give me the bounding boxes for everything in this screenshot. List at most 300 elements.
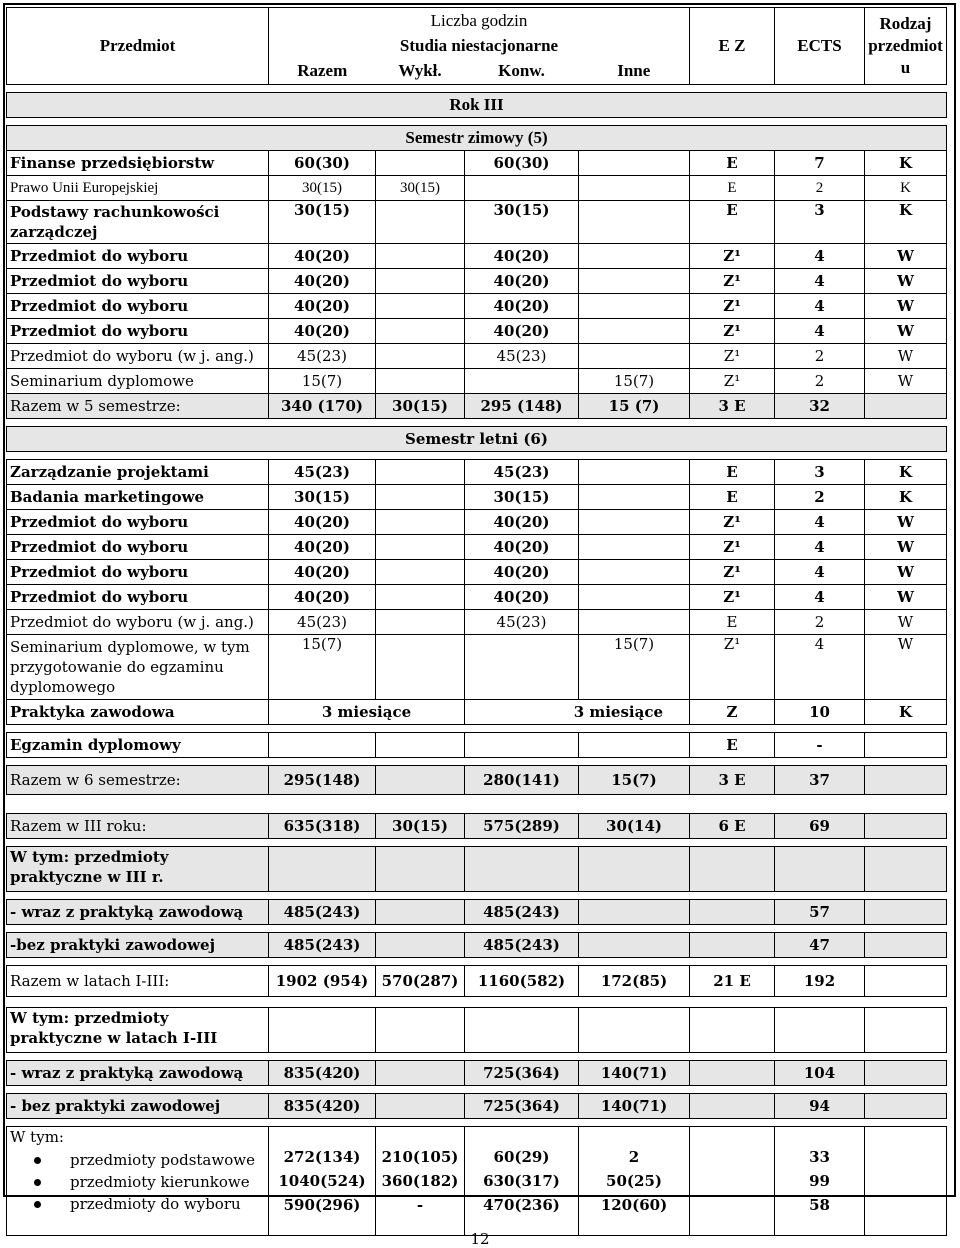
table-cell: 45(23): [269, 610, 376, 635]
table-cell: 725(364): [465, 1061, 579, 1086]
breakdown-value: 50(25): [606, 1172, 662, 1190]
list-item: [70, 1171, 265, 1193]
subject-name: Prawo Unii Europejskiej: [7, 176, 269, 201]
table-cell: K: [865, 700, 947, 725]
breakdown-label-cell: [7, 1127, 269, 1236]
table-cell: [376, 269, 465, 294]
table-cell: 40(20): [269, 269, 376, 294]
row-gap: [7, 452, 947, 460]
table-cell: 40(20): [269, 560, 376, 585]
breakdown-value: 360(182): [381, 1172, 459, 1190]
table-cell: 40(20): [465, 585, 579, 610]
header-liczba-godzin: Liczba godzin: [269, 8, 690, 34]
table-row: [7, 244, 947, 269]
header-konw: Konw.: [465, 59, 579, 85]
table-cell: W: [865, 319, 947, 344]
table-cell: [376, 244, 465, 269]
row-gap: [7, 118, 947, 126]
table-cell: 725(364): [465, 1094, 579, 1119]
table-cell: 575(289): [465, 814, 579, 839]
table-row: [7, 847, 947, 892]
table-cell: 40(20): [269, 585, 376, 610]
table-cell: 2: [775, 610, 865, 635]
table-cell: 1160(582): [465, 966, 579, 997]
table-cell: E: [690, 201, 775, 244]
table-cell: 60(30): [269, 151, 376, 176]
subject-name: Zarządzanie projektami: [7, 460, 269, 485]
list-item-label: przedmioty do wyboru: [70, 1195, 241, 1213]
table-cell: [579, 244, 690, 269]
table-cell: E: [690, 176, 775, 201]
table-cell: 47: [775, 933, 865, 958]
table-row: [7, 1008, 947, 1053]
table-row: [7, 733, 947, 758]
breakdown-value: 99: [809, 1172, 830, 1190]
header-studia: Studia niestacjonarne: [269, 33, 690, 58]
subject-name: Egzamin dyplomowy: [7, 733, 269, 758]
table-cell: E: [690, 151, 775, 176]
table-cell: K: [865, 485, 947, 510]
table-cell: [376, 610, 465, 635]
table-cell: E: [690, 460, 775, 485]
table-cell: 94: [775, 1094, 865, 1119]
table-cell: 30(15): [376, 394, 465, 419]
table-cell: W: [865, 535, 947, 560]
subject-name: Podstawy rachunkowości zarządczej: [7, 201, 269, 244]
breakdown-label: W tym:: [10, 1128, 64, 1146]
table-row: [7, 151, 947, 176]
table-cell: 635(318): [269, 814, 376, 839]
table-cell: 45(23): [269, 460, 376, 485]
table-cell: 485(243): [269, 933, 376, 958]
bullet-icon: [34, 1201, 41, 1208]
subject-name: Przedmiot do wyboru: [7, 319, 269, 344]
breakdown-value: 58: [809, 1196, 830, 1214]
table-cell: 3 miesiące: [465, 700, 690, 725]
table-row: [7, 1061, 947, 1086]
table-cell: [690, 847, 775, 892]
subject-name: -bez praktyki zawodowej: [7, 933, 269, 958]
table-cell: [465, 369, 579, 394]
breakdown-value: 590(296): [283, 1196, 361, 1214]
table-cell: 104: [775, 1061, 865, 1086]
table-cell: 60(30): [465, 151, 579, 176]
table-cell: [376, 900, 465, 925]
breakdown-inne: [579, 1127, 690, 1236]
subject-name: Seminarium dyplomowe: [7, 369, 269, 394]
table-cell: [690, 1061, 775, 1086]
table-cell: 4: [775, 510, 865, 535]
table-cell: 485(243): [465, 933, 579, 958]
table-cell: [579, 510, 690, 535]
table-cell: W: [865, 244, 947, 269]
table-cell: [865, 814, 947, 839]
bullet-icon: [34, 1157, 41, 1164]
list-item-label: przedmioty kierunkowe: [70, 1173, 250, 1191]
table-cell: Z¹: [690, 319, 775, 344]
table-cell: [579, 933, 690, 958]
row-gap: [7, 725, 947, 733]
row-gap: [7, 839, 947, 847]
table-cell: [579, 560, 690, 585]
table-cell: [579, 733, 690, 758]
table-cell: [579, 1008, 690, 1053]
subject-name: Razem w 5 semestrze:: [7, 394, 269, 419]
table-cell: [376, 344, 465, 369]
table-cell: 2: [775, 485, 865, 510]
subject-name: Razem w 6 semestrze:: [7, 766, 269, 795]
table-cell: 45(23): [269, 344, 376, 369]
table-cell: [376, 585, 465, 610]
subject-name: Razem w latach I-III:: [7, 966, 269, 997]
table-cell: 40(20): [465, 294, 579, 319]
table-cell: 30(15): [269, 201, 376, 244]
table-cell: 1902 (954): [269, 966, 376, 997]
table-cell: 15(7): [579, 766, 690, 795]
table-cell: 40(20): [465, 535, 579, 560]
table-cell: [775, 847, 865, 892]
table-cell: 40(20): [269, 319, 376, 344]
table-cell: 40(20): [465, 244, 579, 269]
table-cell: 485(243): [465, 900, 579, 925]
table-row: [7, 369, 947, 394]
table-cell: [465, 635, 579, 700]
table-cell: [865, 966, 947, 997]
header-row: [7, 8, 947, 34]
table-cell: [376, 560, 465, 585]
table-cell: Z¹: [690, 344, 775, 369]
table-cell: 69: [775, 814, 865, 839]
row-gap: [7, 892, 947, 900]
table-cell: 40(20): [465, 269, 579, 294]
breakdown-value: 272(134): [283, 1148, 361, 1166]
breakdown-value: 1040(524): [278, 1172, 366, 1190]
breakdown-wykl: [376, 1127, 465, 1236]
table-cell: 45(23): [465, 344, 579, 369]
breakdown-value: 2: [628, 1148, 640, 1166]
table-cell: 4: [775, 294, 865, 319]
breakdown-list: [10, 1149, 265, 1215]
table-cell: [579, 585, 690, 610]
table-cell: 3 miesiące: [269, 700, 465, 725]
header-ez: E Z: [690, 8, 775, 85]
table-row: [7, 201, 947, 244]
table-cell: [579, 269, 690, 294]
table-cell: [376, 460, 465, 485]
table-row: [7, 610, 947, 635]
header-wykl: Wykł.: [376, 59, 465, 85]
row-gap: [7, 419, 947, 427]
semester-row: [7, 126, 947, 151]
table-cell: Z¹: [690, 585, 775, 610]
subject-name: Przedmiot do wyboru: [7, 535, 269, 560]
table-cell: [376, 733, 465, 758]
table-cell: [690, 933, 775, 958]
table-cell: 4: [775, 319, 865, 344]
table-cell: [865, 1061, 947, 1086]
table-cell: [376, 510, 465, 535]
list-item: [70, 1193, 265, 1215]
table-cell: W: [865, 344, 947, 369]
study-plan-table: [6, 7, 947, 1236]
table-cell: 30(15): [376, 814, 465, 839]
breakdown-razem: [269, 1127, 376, 1236]
breakdown-row: [7, 1127, 947, 1236]
table-cell: Z¹: [690, 269, 775, 294]
total-row: [7, 814, 947, 839]
subject-name: - wraz z praktyką zawodową: [7, 900, 269, 925]
table-cell: 32: [775, 394, 865, 419]
table-row: [7, 510, 947, 535]
table-cell: 4: [775, 585, 865, 610]
table-cell: 3: [775, 201, 865, 244]
table-cell: 40(20): [465, 560, 579, 585]
table-row: [7, 535, 947, 560]
table-cell: 4: [775, 269, 865, 294]
table-cell: [865, 766, 947, 795]
table-cell: 45(23): [465, 610, 579, 635]
table-cell: 140(71): [579, 1094, 690, 1119]
table-cell: [376, 766, 465, 795]
table-cell: [579, 847, 690, 892]
table-cell: [579, 201, 690, 244]
table-cell: [376, 151, 465, 176]
table-cell: [376, 1008, 465, 1053]
table-cell: Z¹: [690, 369, 775, 394]
table-cell: 40(20): [269, 294, 376, 319]
table-cell: Z¹: [690, 294, 775, 319]
table-cell: [579, 535, 690, 560]
practical-label: W tym: przedmioty praktyczne w latach I-III: [7, 1008, 269, 1053]
year-row: [7, 93, 947, 118]
header-rodzaj: Rodzaj przedmiot u: [865, 8, 947, 85]
table-cell: [269, 847, 376, 892]
table-cell: [269, 733, 376, 758]
table-cell: [865, 394, 947, 419]
table-cell: 295 (148): [465, 394, 579, 419]
subject-name: - wraz z praktyką zawodową: [7, 1061, 269, 1086]
header-inne: Inne: [579, 59, 690, 85]
table-row: [7, 560, 947, 585]
table-row: [7, 700, 947, 725]
table-cell: 570(287): [376, 966, 465, 997]
total-row: [7, 766, 947, 795]
breakdown-value: 470(236): [483, 1196, 560, 1214]
table-cell: [376, 535, 465, 560]
table-cell: [865, 1008, 947, 1053]
table-cell: [579, 344, 690, 369]
table-cell: 4: [775, 560, 865, 585]
table-cell: [579, 294, 690, 319]
table-cell: Z¹: [690, 244, 775, 269]
table-cell: [690, 1008, 775, 1053]
year-heading: Rok III: [7, 93, 947, 118]
table-cell: [579, 900, 690, 925]
row-gap: [7, 758, 947, 766]
row-gap: [7, 1086, 947, 1094]
semester-heading-winter: Semestr zimowy (5): [7, 126, 947, 151]
table-cell: [579, 610, 690, 635]
subject-name: Razem w III roku:: [7, 814, 269, 839]
breakdown-ects: [775, 1127, 865, 1236]
table-row: [7, 585, 947, 610]
table-cell: [579, 319, 690, 344]
table-cell: 4: [775, 535, 865, 560]
table-cell: Z¹: [690, 510, 775, 535]
subject-name: Przedmiot do wyboru: [7, 244, 269, 269]
subject-name: Przedmiot do wyboru: [7, 269, 269, 294]
table-cell: 10: [775, 700, 865, 725]
table-cell: [376, 319, 465, 344]
breakdown-konw: [465, 1127, 579, 1236]
page-number: 12: [470, 1230, 490, 1248]
table-cell: [579, 485, 690, 510]
table-cell: 15(7): [269, 369, 376, 394]
practical-label: W tym: przedmioty praktyczne w III r.: [7, 847, 269, 892]
header-przedmiot: Przedmiot: [7, 8, 269, 85]
table-cell: [690, 900, 775, 925]
subject-name: Seminarium dyplomowe, w tym przygotowanie do egzaminu dyplomowego: [7, 635, 269, 700]
table-cell: W: [865, 510, 947, 535]
table-cell: 30(15): [465, 485, 579, 510]
table-cell: 7: [775, 151, 865, 176]
header-razem: Razem: [269, 59, 376, 85]
table-cell: E: [690, 610, 775, 635]
table-cell: [465, 1008, 579, 1053]
table-cell: [376, 635, 465, 700]
semester-heading-summer: Semestr letni (6): [7, 427, 947, 452]
table-cell: 30(15): [376, 176, 465, 201]
breakdown-value: 33: [809, 1148, 830, 1166]
table-cell: K: [865, 201, 947, 244]
table-cell: [775, 1008, 865, 1053]
table-row: [7, 344, 947, 369]
table-cell: E: [690, 733, 775, 758]
subject-name: Przedmiot do wyboru: [7, 560, 269, 585]
breakdown-value: 60(29): [493, 1148, 550, 1166]
table-cell: [579, 151, 690, 176]
table-cell: 192: [775, 966, 865, 997]
semester-row: [7, 427, 947, 452]
table-cell: K: [865, 460, 947, 485]
subject-name: Przedmiot do wyboru: [7, 510, 269, 535]
table-cell: -: [775, 733, 865, 758]
table-cell: [579, 460, 690, 485]
table-cell: [865, 847, 947, 892]
table-cell: K: [865, 176, 947, 201]
table-cell: [690, 1127, 775, 1236]
table-cell: E: [690, 485, 775, 510]
table-cell: 30(15): [269, 176, 376, 201]
table-cell: 45(23): [465, 460, 579, 485]
row-gap: [7, 1119, 947, 1127]
table-row: [7, 485, 947, 510]
bullet-icon: [34, 1179, 41, 1186]
table-row: [7, 460, 947, 485]
table-row: [7, 269, 947, 294]
table-cell: W: [865, 610, 947, 635]
subject-name: Przedmiot do wyboru: [7, 294, 269, 319]
table-cell: 4: [775, 635, 865, 700]
table-row: [7, 933, 947, 958]
row-gap: [7, 925, 947, 933]
table-cell: [465, 733, 579, 758]
table-cell: 2: [775, 369, 865, 394]
table-cell: [865, 933, 947, 958]
list-item-label: przedmioty podstawowe: [70, 1151, 255, 1169]
table-cell: 2: [775, 344, 865, 369]
table-cell: 15(7): [579, 635, 690, 700]
table-cell: W: [865, 635, 947, 700]
table-cell: 295(148): [269, 766, 376, 795]
table-row: [7, 1094, 947, 1119]
table-cell: [269, 1008, 376, 1053]
table-cell: Z: [690, 700, 775, 725]
breakdown-value: 210(105): [381, 1148, 459, 1166]
table-cell: [376, 369, 465, 394]
table-cell: Z¹: [690, 535, 775, 560]
table-cell: 835(420): [269, 1061, 376, 1086]
table-cell: 3 E: [690, 766, 775, 795]
subject-name: Przedmiot do wyboru: [7, 585, 269, 610]
table-cell: 6 E: [690, 814, 775, 839]
table-cell: [376, 847, 465, 892]
table-cell: W: [865, 269, 947, 294]
table-cell: Z¹: [690, 560, 775, 585]
table-cell: 340 (170): [269, 394, 376, 419]
table-cell: [465, 176, 579, 201]
table-cell: 15(7): [579, 369, 690, 394]
table-cell: 3 E: [690, 394, 775, 419]
table-cell: W: [865, 585, 947, 610]
breakdown-value: -: [416, 1196, 424, 1214]
table-row: [7, 294, 947, 319]
table-cell: 30(14): [579, 814, 690, 839]
table-cell: 37: [775, 766, 865, 795]
table-cell: [865, 1094, 947, 1119]
row-gap: [7, 795, 947, 814]
table-row: [7, 319, 947, 344]
table-cell: K: [865, 151, 947, 176]
table-cell: 30(15): [269, 485, 376, 510]
row-gap: [7, 85, 947, 93]
table-cell: 835(420): [269, 1094, 376, 1119]
subject-name: Przedmiot do wyboru (w j. ang.): [7, 610, 269, 635]
breakdown-value: 630(317): [483, 1172, 560, 1190]
table-cell: 4: [775, 244, 865, 269]
table-cell: [376, 201, 465, 244]
table-cell: 140(71): [579, 1061, 690, 1086]
table-cell: 40(20): [269, 244, 376, 269]
row-gap: [7, 1053, 947, 1061]
table-cell: W: [865, 294, 947, 319]
table-cell: 40(20): [269, 535, 376, 560]
subject-name: Przedmiot do wyboru (w j. ang.): [7, 344, 269, 369]
table-cell: [376, 933, 465, 958]
table-row: [7, 900, 947, 925]
table-cell: W: [865, 560, 947, 585]
row-gap: [7, 958, 947, 966]
breakdown-value: 120(60): [600, 1196, 668, 1214]
table-cell: 172(85): [579, 966, 690, 997]
table-cell: [376, 1094, 465, 1119]
table-row: [7, 635, 947, 700]
table-cell: 15(7): [269, 635, 376, 700]
table-cell: [865, 733, 947, 758]
table-cell: 57: [775, 900, 865, 925]
table-cell: [865, 900, 947, 925]
table-cell: [465, 847, 579, 892]
